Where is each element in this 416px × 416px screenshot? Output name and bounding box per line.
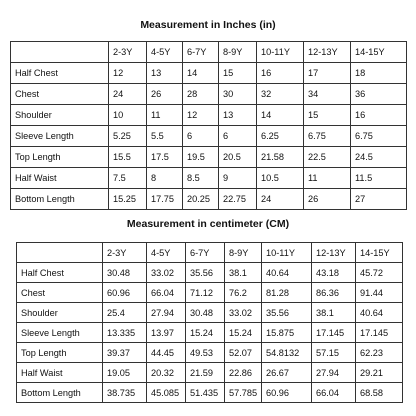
inches-table-row [11, 126, 407, 147]
inches-cell: 30 [219, 84, 257, 105]
inches-cell: 12-13Y [304, 42, 351, 63]
inches-cell: 10-11Y [257, 42, 304, 63]
inches-cell: 27 [351, 189, 407, 210]
inches-cell: 6 [219, 126, 257, 147]
cm-cell: 43.18 [312, 263, 356, 283]
cm-cell: 54.8132 [262, 343, 312, 363]
cm-cell [17, 243, 103, 263]
cm-cell: 14-15Y [356, 243, 403, 263]
cm-cell: 29.21 [356, 363, 403, 383]
cm-cell: 13.335 [103, 323, 147, 343]
cm-table-row [17, 343, 403, 363]
inches-cell: 6-7Y [183, 42, 219, 63]
inches-cell: 6.75 [304, 126, 351, 147]
inches-table-row [11, 147, 407, 168]
cm-cell: 25.4 [103, 303, 147, 323]
inches-cell: 15.5 [109, 147, 147, 168]
inches-cell: 19.5 [183, 147, 219, 168]
inches-cell: 8 [147, 168, 183, 189]
cm-cell: 51.435 [186, 383, 225, 403]
cm-cell: 26.67 [262, 363, 312, 383]
inches-cell: 34 [304, 84, 351, 105]
cm-cell: 21.59 [186, 363, 225, 383]
inches-cell: Shoulder [11, 105, 109, 126]
cm-cell: 15.875 [262, 323, 312, 343]
inches-cell [11, 42, 109, 63]
inches-cell: 17 [304, 63, 351, 84]
inches-cell: 15 [219, 63, 257, 84]
inches-cell: 9 [219, 168, 257, 189]
cm-cell: 39.37 [103, 343, 147, 363]
cm-cell: 60.96 [103, 283, 147, 303]
cm-cell: 30.48 [186, 303, 225, 323]
cm-cell: Top Length [17, 343, 103, 363]
cm-table-row [17, 283, 403, 303]
inches-cell: 24.5 [351, 147, 407, 168]
cm-cell: 76.2 [225, 283, 262, 303]
inches-cell: 5.5 [147, 126, 183, 147]
inches-cell: 13 [147, 63, 183, 84]
inches-cell: 13 [219, 105, 257, 126]
inches-cell: 14-15Y [351, 42, 407, 63]
cm-cell: 71.12 [186, 283, 225, 303]
inches-cell: 17.5 [147, 147, 183, 168]
cm-cell: 91.44 [356, 283, 403, 303]
cm-cell: Half Waist [17, 363, 103, 383]
inches-cell: 22.75 [219, 189, 257, 210]
inches-table-row [11, 168, 407, 189]
inches-cell: 21.58 [257, 147, 304, 168]
inches-cell: 22.5 [304, 147, 351, 168]
cm-cell: 57.785 [225, 383, 262, 403]
inches-cell: Bottom Length [11, 189, 109, 210]
inches-table [10, 41, 407, 210]
inches-cell: 16 [351, 105, 407, 126]
cm-cell: 10-11Y [262, 243, 312, 263]
cm-cell: 66.04 [312, 383, 356, 403]
cm-cell: 30.48 [103, 263, 147, 283]
inches-cell: Half Waist [11, 168, 109, 189]
inches-cell: 15.25 [109, 189, 147, 210]
cm-cell: Sleeve Length [17, 323, 103, 343]
cm-cell: 66.04 [147, 283, 186, 303]
cm-table [16, 242, 403, 403]
inches-cell: 8-9Y [219, 42, 257, 63]
inches-cell: 6 [183, 126, 219, 147]
cm-cell: 12-13Y [312, 243, 356, 263]
cm-cell: 15.24 [225, 323, 262, 343]
inches-cell: 36 [351, 84, 407, 105]
cm-cell: 68.58 [356, 383, 403, 403]
cm-cell: 52.07 [225, 343, 262, 363]
cm-cell: 27.94 [147, 303, 186, 323]
cm-cell: 38.1 [312, 303, 356, 323]
cm-cell: Shoulder [17, 303, 103, 323]
cm-cell: 49.53 [186, 343, 225, 363]
cm-cell: 22.86 [225, 363, 262, 383]
cm-cell: 33.02 [225, 303, 262, 323]
cm-cell: 35.56 [186, 263, 225, 283]
inches-table-row [11, 189, 407, 210]
inches-cell: 24 [109, 84, 147, 105]
inches-table-title: Measurement in Inches (in) [140, 19, 276, 31]
cm-cell: 35.56 [262, 303, 312, 323]
cm-cell: 57.15 [312, 343, 356, 363]
inches-cell: 8.5 [183, 168, 219, 189]
cm-table-title: Measurement in centimeter (CM) [126, 218, 290, 230]
cm-cell: 19.05 [103, 363, 147, 383]
inches-cell: 20.25 [183, 189, 219, 210]
inches-cell: 11.5 [351, 168, 407, 189]
inches-cell: 2-3Y [109, 42, 147, 63]
inches-cell: Top Length [11, 147, 109, 168]
inches-cell: 10.5 [257, 168, 304, 189]
inches-cell: 16 [257, 63, 304, 84]
inches-table-row [11, 105, 407, 126]
cm-cell: 62.23 [356, 343, 403, 363]
inches-header-row [11, 42, 407, 63]
inches-cell: 20.5 [219, 147, 257, 168]
cm-table-row [17, 323, 403, 343]
cm-cell: 15.24 [186, 323, 225, 343]
cm-table-row [17, 263, 403, 283]
inches-cell: 4-5Y [147, 42, 183, 63]
inches-cell: 7.5 [109, 168, 147, 189]
inches-cell: 11 [304, 168, 351, 189]
inches-cell: 17.75 [147, 189, 183, 210]
inches-cell: Half Chest [11, 63, 109, 84]
inches-cell: 14 [183, 63, 219, 84]
cm-cell: 20.32 [147, 363, 186, 383]
cm-cell: 17.145 [356, 323, 403, 343]
inches-table-row [11, 84, 407, 105]
cm-cell: 4-5Y [147, 243, 186, 263]
inches-cell: 28 [183, 84, 219, 105]
cm-cell: 86.36 [312, 283, 356, 303]
inches-cell: Sleeve Length [11, 126, 109, 147]
cm-table-row [17, 383, 403, 403]
cm-cell: 27.94 [312, 363, 356, 383]
cm-table-row [17, 363, 403, 383]
inches-cell: 5.25 [109, 126, 147, 147]
inches-cell: 26 [304, 189, 351, 210]
cm-cell: 6-7Y [186, 243, 225, 263]
cm-cell: 45.72 [356, 263, 403, 283]
cm-cell: 44.45 [147, 343, 186, 363]
cm-table-row [17, 303, 403, 323]
inches-cell: 26 [147, 84, 183, 105]
inches-cell: 11 [147, 105, 183, 126]
inches-cell: 12 [109, 63, 147, 84]
cm-cell: Half Chest [17, 263, 103, 283]
inches-cell: 10 [109, 105, 147, 126]
cm-cell: 8-9Y [225, 243, 262, 263]
inches-cell: 32 [257, 84, 304, 105]
inches-cell: 6.25 [257, 126, 304, 147]
cm-header-row [17, 243, 403, 263]
inches-cell: 6.75 [351, 126, 407, 147]
cm-cell: 45.085 [147, 383, 186, 403]
inches-cell: Chest [11, 84, 109, 105]
cm-cell: 2-3Y [103, 243, 147, 263]
inches-cell: 12 [183, 105, 219, 126]
inches-cell: 24 [257, 189, 304, 210]
cm-cell: 38.1 [225, 263, 262, 283]
cm-cell: 40.64 [356, 303, 403, 323]
inches-cell: 15 [304, 105, 351, 126]
cm-cell: 38.735 [103, 383, 147, 403]
cm-cell: Bottom Length [17, 383, 103, 403]
cm-cell: 13.97 [147, 323, 186, 343]
cm-cell: 40.64 [262, 263, 312, 283]
cm-cell: 33.02 [147, 263, 186, 283]
cm-cell: 17.145 [312, 323, 356, 343]
cm-cell: 60.96 [262, 383, 312, 403]
cm-cell: 81.28 [262, 283, 312, 303]
cm-cell: Chest [17, 283, 103, 303]
inches-cell: 18 [351, 63, 407, 84]
inches-table-row [11, 63, 407, 84]
inches-cell: 14 [257, 105, 304, 126]
